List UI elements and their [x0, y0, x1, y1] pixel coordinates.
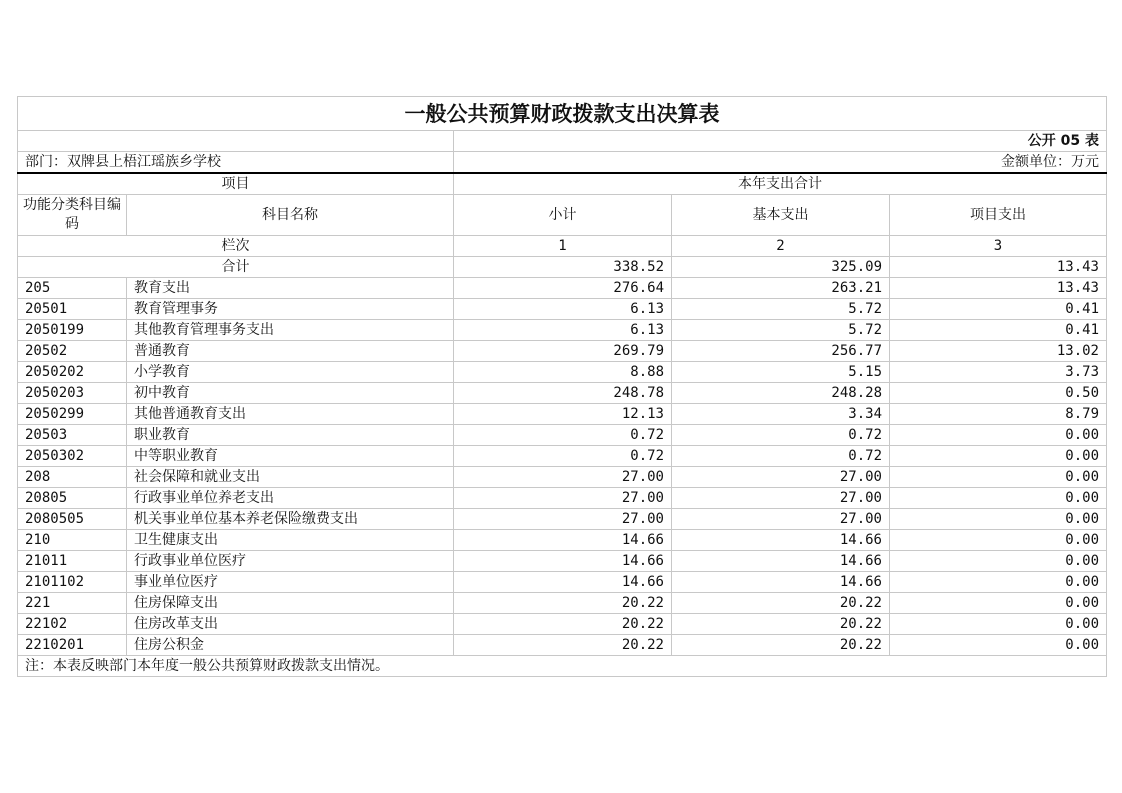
table-note: 注：本表反映部门本年度一般公共预算财政拨款支出情况。 [18, 656, 1107, 677]
table-row [18, 530, 1107, 551]
header-subject-name: 科目名称 [127, 195, 454, 236]
row-subtotal: 6.13 [454, 299, 672, 320]
row-subject-name: 住房保障支出 [127, 593, 454, 614]
row-code: 2050199 [18, 320, 127, 341]
budget-table [17, 96, 1107, 677]
row-subtotal: 0.72 [454, 425, 672, 446]
row-subtotal: 269.79 [454, 341, 672, 362]
row-subject-name: 行政事业单位医疗 [127, 551, 454, 572]
row-subtotal: 20.22 [454, 593, 672, 614]
row-code: 205 [18, 278, 127, 299]
column-index-1: 1 [454, 236, 672, 257]
row-basic: 256.77 [672, 341, 890, 362]
row-subject-name: 事业单位医疗 [127, 572, 454, 593]
row-subtotal: 14.66 [454, 551, 672, 572]
row-subject-name: 卫生健康支出 [127, 530, 454, 551]
row-code: 20805 [18, 488, 127, 509]
row-project: 0.00 [890, 446, 1107, 467]
row-subject-name: 行政事业单位养老支出 [127, 488, 454, 509]
row-subtotal: 8.88 [454, 362, 672, 383]
row-code: 2050299 [18, 404, 127, 425]
total-label: 合计 [18, 257, 454, 278]
row-code: 2101102 [18, 572, 127, 593]
column-index-label: 栏次 [18, 236, 454, 257]
row-basic: 20.22 [672, 635, 890, 656]
row-subtotal: 12.13 [454, 404, 672, 425]
row-project: 0.00 [890, 551, 1107, 572]
row-subtotal: 14.66 [454, 572, 672, 593]
row-basic: 14.66 [672, 530, 890, 551]
header-project: 项目 [18, 173, 454, 195]
row-project: 0.50 [890, 383, 1107, 404]
row-code: 21011 [18, 551, 127, 572]
row-code: 20501 [18, 299, 127, 320]
table-row [18, 446, 1107, 467]
table-row [18, 425, 1107, 446]
row-project: 0.00 [890, 509, 1107, 530]
row-subtotal: 20.22 [454, 635, 672, 656]
row-subject-name: 教育支出 [127, 278, 454, 299]
row-project: 13.02 [890, 341, 1107, 362]
department-label: 部门：双牌县上梧江瑶族乡学校 [18, 152, 454, 174]
row-code: 20502 [18, 341, 127, 362]
row-project: 0.00 [890, 488, 1107, 509]
row-code: 221 [18, 593, 127, 614]
row-code: 2080505 [18, 509, 127, 530]
row-project: 0.00 [890, 635, 1107, 656]
row-subject-name: 机关事业单位基本养老保险缴费支出 [127, 509, 454, 530]
row-subject-name: 住房公积金 [127, 635, 454, 656]
row-project: 3.73 [890, 362, 1107, 383]
header-func-code: 功能分类科目编码 [18, 195, 127, 236]
row-basic: 20.22 [672, 614, 890, 635]
row-subtotal: 27.00 [454, 467, 672, 488]
row-basic: 27.00 [672, 467, 890, 488]
row-basic: 14.66 [672, 551, 890, 572]
row-subtotal: 276.64 [454, 278, 672, 299]
row-basic: 5.72 [672, 299, 890, 320]
total-subtotal: 338.52 [454, 257, 672, 278]
table-row [18, 614, 1107, 635]
total-project: 13.43 [890, 257, 1107, 278]
row-project: 0.41 [890, 299, 1107, 320]
row-basic: 248.28 [672, 383, 890, 404]
row-project: 13.43 [890, 278, 1107, 299]
row-code: 2050203 [18, 383, 127, 404]
table-row [18, 593, 1107, 614]
row-project: 0.00 [890, 593, 1107, 614]
row-subtotal: 14.66 [454, 530, 672, 551]
row-subject-name: 住房改革支出 [127, 614, 454, 635]
row-code: 208 [18, 467, 127, 488]
row-subject-name: 社会保障和就业支出 [127, 467, 454, 488]
row-code: 22102 [18, 614, 127, 635]
table-row [18, 467, 1107, 488]
row-subtotal: 0.72 [454, 446, 672, 467]
table-row [18, 341, 1107, 362]
table-row [18, 278, 1107, 299]
row-basic: 263.21 [672, 278, 890, 299]
row-subject-name: 职业教育 [127, 425, 454, 446]
row-code: 210 [18, 530, 127, 551]
total-row [18, 257, 1107, 278]
table-row [18, 572, 1107, 593]
row-code: 2050202 [18, 362, 127, 383]
row-basic: 0.72 [672, 446, 890, 467]
row-code: 2050302 [18, 446, 127, 467]
row-subtotal: 248.78 [454, 383, 672, 404]
table-title: 一般公共预算财政拨款支出决算表 [18, 97, 1107, 131]
table-row [18, 509, 1107, 530]
form-number: 公开 05 表 [454, 131, 1107, 152]
row-basic: 20.22 [672, 593, 890, 614]
row-subject-name: 普通教育 [127, 341, 454, 362]
table-row [18, 299, 1107, 320]
row-subtotal: 6.13 [454, 320, 672, 341]
row-project: 0.41 [890, 320, 1107, 341]
row-basic: 5.72 [672, 320, 890, 341]
table-row [18, 551, 1107, 572]
row-project: 0.00 [890, 425, 1107, 446]
header-project-exp: 项目支出 [890, 195, 1107, 236]
row-project: 0.00 [890, 572, 1107, 593]
row-basic: 5.15 [672, 362, 890, 383]
row-code: 2210201 [18, 635, 127, 656]
row-subject-name: 初中教育 [127, 383, 454, 404]
row-subject-name: 中等职业教育 [127, 446, 454, 467]
row-subtotal: 27.00 [454, 509, 672, 530]
row-subject-name: 其他教育管理事务支出 [127, 320, 454, 341]
table-row [18, 362, 1107, 383]
row-subject-name: 其他普通教育支出 [127, 404, 454, 425]
column-index-3: 3 [890, 236, 1107, 257]
row-project: 0.00 [890, 530, 1107, 551]
table-row [18, 488, 1107, 509]
amount-unit: 金额单位：万元 [454, 152, 1107, 174]
row-basic: 3.34 [672, 404, 890, 425]
header-total-group: 本年支出合计 [454, 173, 1107, 195]
row-basic: 14.66 [672, 572, 890, 593]
row-project: 0.00 [890, 614, 1107, 635]
table-row [18, 635, 1107, 656]
column-index-2: 2 [672, 236, 890, 257]
row-basic: 0.72 [672, 425, 890, 446]
table-row [18, 383, 1107, 404]
row-subject-name: 小学教育 [127, 362, 454, 383]
row-basic: 27.00 [672, 509, 890, 530]
row-basic: 27.00 [672, 488, 890, 509]
form-row-blank [18, 131, 454, 152]
table-row [18, 404, 1107, 425]
row-project: 0.00 [890, 467, 1107, 488]
row-project: 8.79 [890, 404, 1107, 425]
table-row [18, 320, 1107, 341]
header-subtotal: 小计 [454, 195, 672, 236]
row-subtotal: 20.22 [454, 614, 672, 635]
row-subject-name: 教育管理事务 [127, 299, 454, 320]
total-basic: 325.09 [672, 257, 890, 278]
budget-sheet [17, 96, 1106, 677]
row-code: 20503 [18, 425, 127, 446]
header-basic: 基本支出 [672, 195, 890, 236]
row-subtotal: 27.00 [454, 488, 672, 509]
